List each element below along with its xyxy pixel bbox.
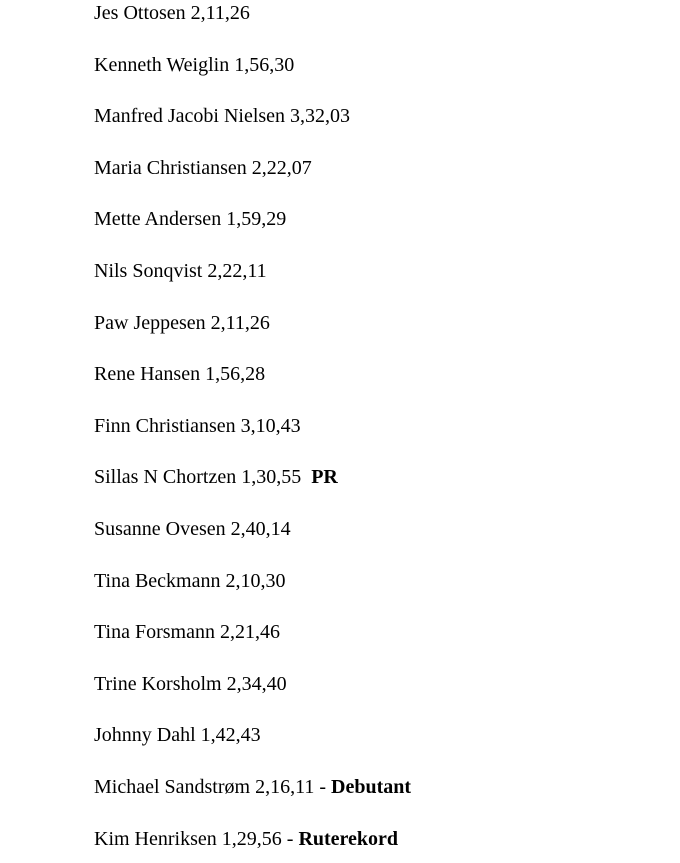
finish-time: 3,32,03 bbox=[290, 105, 351, 127]
result-entry bbox=[94, 774, 411, 800]
runner-name: Kim Henriksen bbox=[94, 828, 217, 850]
note-separator: - bbox=[319, 776, 327, 798]
result-entry bbox=[94, 722, 261, 748]
finish-time: 1,56,30 bbox=[234, 54, 295, 76]
result-entry bbox=[94, 413, 301, 439]
result-entry bbox=[94, 310, 270, 336]
finish-time: 3,10,43 bbox=[240, 415, 301, 437]
runner-name: Johnny Dahl bbox=[94, 724, 196, 746]
result-entry bbox=[94, 155, 312, 181]
result-entry bbox=[94, 671, 287, 697]
result-note: PR bbox=[311, 466, 338, 488]
runner-name: Jes Ottosen bbox=[94, 2, 186, 24]
runner-name: Paw Jeppesen bbox=[94, 312, 206, 334]
finish-time: 1,30,55 bbox=[241, 466, 302, 488]
finish-time: 2,16,11 bbox=[255, 776, 315, 798]
finish-time: 2,22,07 bbox=[251, 157, 312, 179]
runner-name: Tina Beckmann bbox=[94, 570, 221, 592]
runner-name: Kenneth Weiglin bbox=[94, 54, 230, 76]
result-entry bbox=[94, 103, 350, 129]
runner-name: Mette Andersen bbox=[94, 208, 222, 230]
runner-name: Maria Christiansen bbox=[94, 157, 247, 179]
runner-name: Rene Hansen bbox=[94, 363, 201, 385]
result-entry bbox=[94, 568, 285, 594]
result-entry bbox=[94, 258, 267, 284]
result-entry bbox=[94, 516, 291, 542]
result-entry bbox=[94, 361, 265, 387]
finish-time: 2,10,30 bbox=[225, 570, 286, 592]
finish-time: 1,59,29 bbox=[226, 208, 287, 230]
result-entry bbox=[94, 464, 338, 490]
runner-name: Sillas N Chortzen bbox=[94, 466, 237, 488]
result-note: Debutant bbox=[331, 776, 412, 798]
note-separator: - bbox=[286, 828, 294, 850]
finish-time: 2,22,11 bbox=[207, 260, 267, 282]
runner-name: Susanne Ovesen bbox=[94, 518, 226, 540]
result-note: Ruterekord bbox=[298, 828, 399, 850]
finish-time: 2,40,14 bbox=[230, 518, 291, 540]
result-entry bbox=[94, 619, 280, 645]
finish-time: 1,29,56 bbox=[221, 828, 282, 850]
finish-time: 1,56,28 bbox=[205, 363, 266, 385]
result-entry bbox=[94, 0, 250, 26]
result-entry bbox=[94, 206, 286, 232]
runner-name: Michael Sandstrøm bbox=[94, 776, 251, 798]
runner-name: Nils Sonqvist bbox=[94, 260, 203, 282]
runner-name: Manfred Jacobi Nielsen bbox=[94, 105, 286, 127]
finish-time: 1,42,43 bbox=[200, 724, 261, 746]
runner-name: Tina Forsmann bbox=[94, 621, 215, 643]
result-entry bbox=[94, 826, 398, 852]
finish-time: 2,11,26 bbox=[190, 2, 250, 24]
runner-name: Trine Korsholm bbox=[94, 673, 222, 695]
result-entry bbox=[94, 52, 294, 78]
finish-time: 2,11,26 bbox=[210, 312, 270, 334]
finish-time: 2,34,40 bbox=[226, 673, 287, 695]
finish-time: 2,21,46 bbox=[219, 621, 280, 643]
runner-name: Finn Christiansen bbox=[94, 415, 236, 437]
